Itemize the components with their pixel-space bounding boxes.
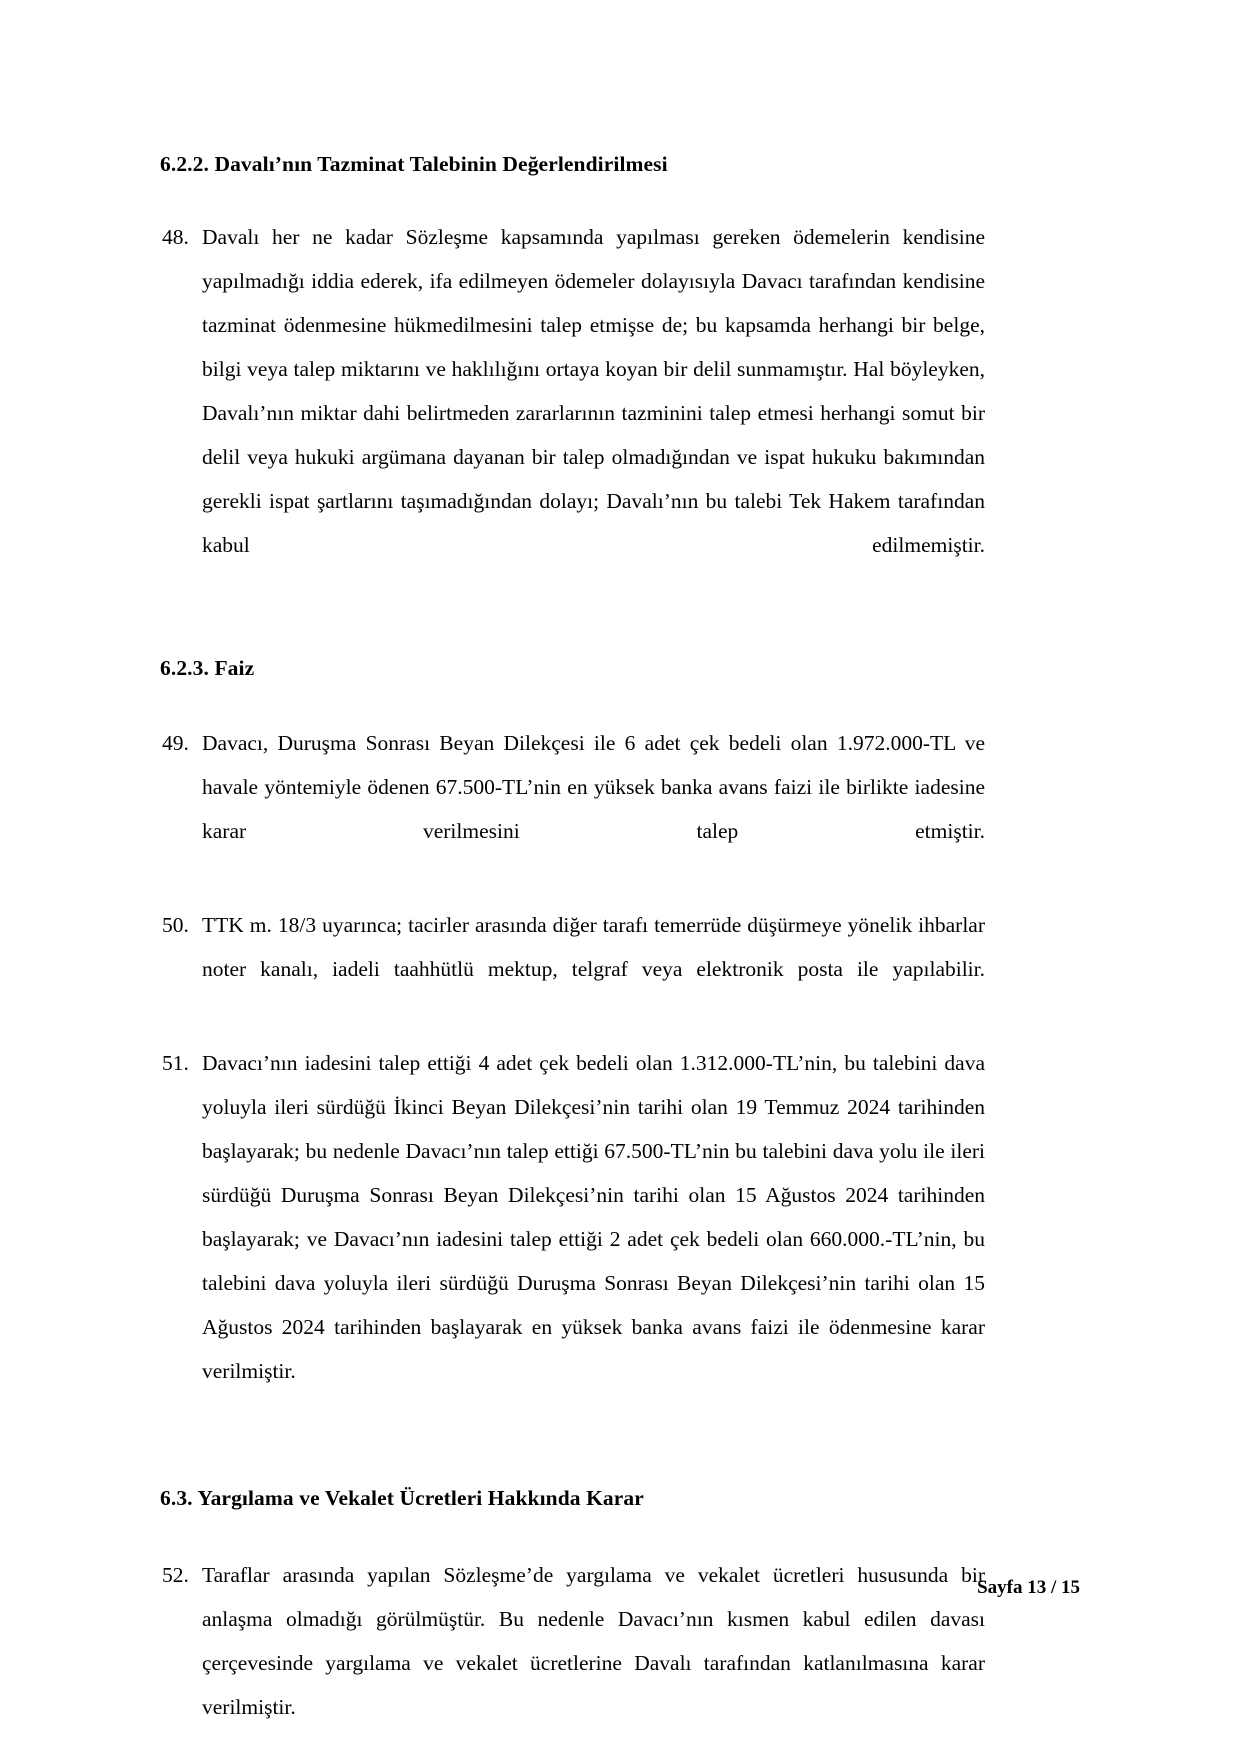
paragraph-number-52: 52. [162,1562,189,1587]
section-heading-6-2-3: 6.2.3. Faiz [160,655,255,680]
page-content [160,150,985,1735]
section-heading-block-623 [160,654,985,683]
page-number-label: Sayfa 13 / 15 [977,1577,1080,1598]
paragraph-number-49: 49. [162,730,189,755]
paragraph-text-49: Davacı, Duruşma Sonrası Beyan Dilekçesi ile 6 adet çek bedeli olan 1.972.000-TL ve havale yöntemiyle ödenen 67.500-TL’nin en yüksek banka avans faizi ile birlikte iadesine karar verilmesini talep etmiştir. [202,730,985,843]
section-heading-6-2-2: 6.2.2. Davalı’nın Tazminat Talebinin Değerlendirilmesi [160,152,668,176]
paragraph-number-51: 51. [162,1051,189,1076]
numbered-paragraph-49 [160,721,985,897]
paragraph-number-50: 50. [162,912,189,937]
paragraph-number-48: 48. [162,225,189,250]
paragraph-text-51: Davacı’nın iadesini talep ettiği 4 adet çek bedeli olan 1.312.000-TL’nin, bu talebini dava yoluyla ileri sürdüğü İkinci Beyan Dilekçesi’nin tarihi olan 19 Temmuz 2024 tarihinden başlayarak; bu nedenle Davacı’nın talep ettiği 67.500-TL’nin bu talebini dava yolu ile ileri sürdüğü Duruşma Sonrası Beyan Dilekçesi’nin tarihi olan 15 Ağustos 2024 tarihinden başlayarak; ve Davacı’nın iadesini talep ettiği 2 adet çek bedeli olan 660.000.-TL’nin, bu talebini dava yoluyla ileri sürdüğü Duruşma Sonrası Beyan Dilekçesi’nin tarihi olan 15 Ağustos 2024 tarihinden başlayarak en yüksek banka avans faizi ile ödenmesine karar verilmiştir. [202,1051,985,1384]
paragraph-text-48: Davalı her ne kadar Sözleşme kapsamında yapılması gereken ödemelerin kendisine yapılmadığı iddia ederek, ifa edilmeyen ödemeler dolayısıyla Davacı tarafından kendisine tazminat ödenmesine hükmedilmesini talep etmişse de; bu kapsamda herhangi bir belge, bilgi veya talep miktarını ve haklılığını ortaya koyan bir delil sunmamıştır. Hal böyleyken, Davalı’nın miktar dahi belirtmeden zararlarının tazminini talep etmesi herhangi somut bir delil veya hukuki argümana dayanan bir talep olmadığından ve ispat hukuku bakımından gerekli ispat şartlarını taşımadığından dolayı; Davalı’nın bu talebi Tek Hakem tarafından kabul edilmemiştir. [202,225,985,558]
paragraph-text-52: Taraflar arasında yapılan Sözleşme’de yargılama ve vekalet ücretleri hususunda bir anlaşma olmadığı görülmüştür. Bu nedenle Davacı’nın kısmen kabul edilen davası çerçevesinde yargılama ve vekalet ücretlerine Davalı tarafından katlanılmasına karar verilmiştir. [202,1562,985,1719]
paragraph-text-50: TTK m. 18/3 uyarınca; tacirler arasında diğer tarafı temerrüde düşürmeye yönelik ihbarlar noter kanalı, iadeli taahhütlü mektup, telgraf veya elektronik posta ile yapılabilir. [202,912,985,981]
page-footer [160,1577,1080,1599]
section-heading-6-3: 6.3. Yargılama ve Vekalet Ücretleri Hakkında Karar [160,1485,644,1510]
numbered-paragraph-48 [160,215,985,612]
numbered-paragraph-51 [160,1041,985,1438]
section-heading-block-63 [160,1484,985,1513]
section-heading-block-622 [160,150,985,179]
numbered-paragraph-50 [160,903,985,1035]
